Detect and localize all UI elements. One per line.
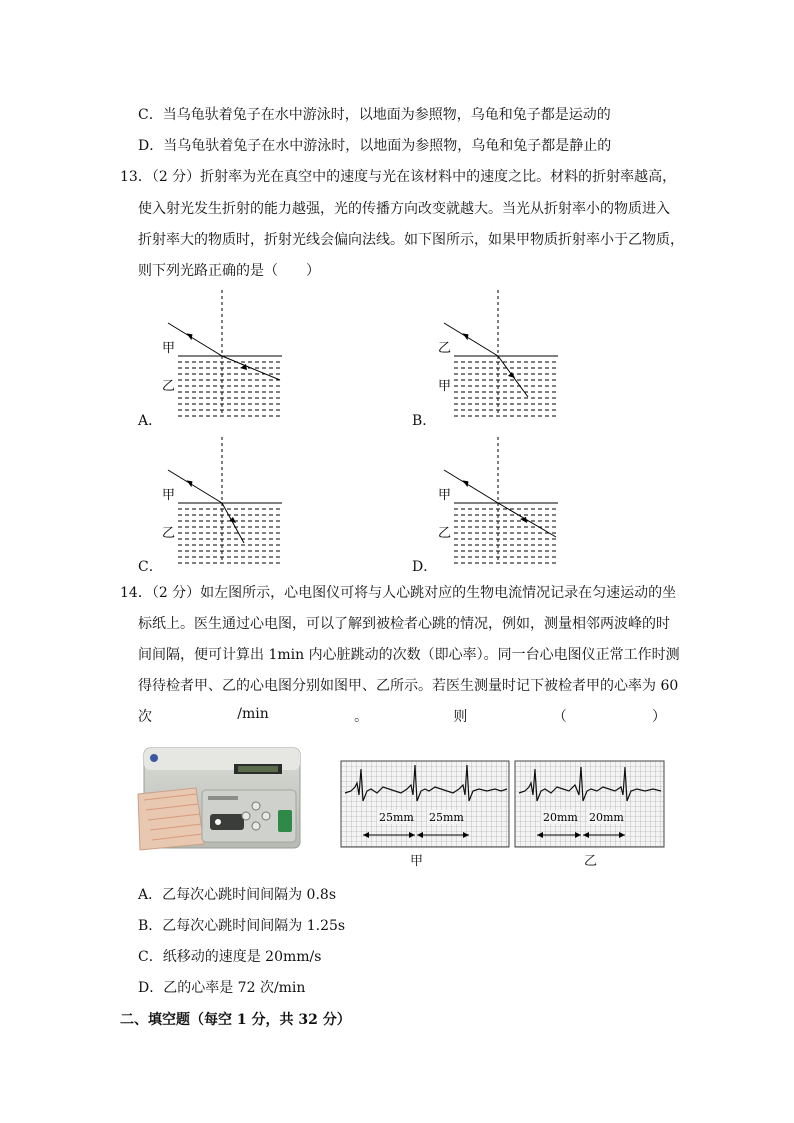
ecg-jia-caption: 甲: [410, 854, 424, 869]
q14-line5-part: 则: [453, 709, 468, 725]
q13-stem-line3: 折射率大的物质时，折射光线会偏向法线。如下图所示，如果甲物质折射率小于乙物质，: [138, 232, 684, 248]
ecg-chart-jia: [341, 761, 511, 847]
diagram-c: [160, 437, 290, 572]
diagram-d-top-label: 甲: [438, 488, 452, 503]
q14-line5-part: 次: [138, 709, 152, 725]
ecg-yi-interval-1: 20mm: [543, 811, 578, 824]
diagram-c-top-label: 甲: [162, 488, 176, 503]
diagram-d-letter: D．: [412, 559, 438, 575]
q14-line5-part: 。: [354, 709, 369, 725]
diagram-a-letter: A．: [138, 413, 163, 429]
q14-stem-line2: 标纸上。医生通过心电图，可以了解到被检者心跳的情况，例如，测量相邻两波峰的时: [138, 616, 670, 632]
diagram-b-bottom-label: 甲: [438, 379, 452, 394]
ecg-yi-caption: 乙: [584, 854, 598, 869]
q14-stem-line5: [138, 706, 666, 726]
q14-stem-line4: 得待检者甲、乙的心电图分别如图甲、乙所示。若医生测量时记下被检者甲的心率为 60: [138, 678, 679, 694]
q14-line5-part: （: [552, 709, 567, 725]
ecg-machine-image: [138, 744, 304, 856]
ecg-jia-interval-2: 25mm: [429, 811, 464, 824]
q14-stem-line1: 14．（2 分）如左图所示，心电图仪可将与人心跳对应的生物电流情况记录在匀速运动的坐: [120, 585, 677, 601]
q13-stem-line2: 使入射光发生折射的能力越强，光的传播方向改变就越大。当光从折射率小的物质进入: [138, 201, 670, 217]
q14-option-c: C．纸移动的速度是 20mm/s: [138, 949, 322, 965]
q14-line5-part: ）: [651, 709, 666, 725]
ecg-chart-yi: [515, 761, 665, 847]
diagram-b: [436, 290, 566, 425]
q14-stem-line3: 间间隔，便可计算出 1min 内心脏跳动的次数（即心率）。同一台心电图仪正常工作时测: [138, 647, 680, 663]
q14-option-d: D．乙的心率是 72 次/min: [138, 980, 306, 996]
q14-line5-part: /min: [237, 706, 269, 722]
diagram-a-top-label: 甲: [162, 341, 176, 356]
q13-stem-line1: 13．（2 分）折射率为光在真空中的速度与光在该材料中的速度之比。材料的折射率越高，: [120, 169, 677, 185]
diagram-a: [160, 290, 290, 425]
q12-option-c: C．当乌龟驮着兔子在水中游泳时，以地面为参照物，乌龟和兔子都是运动的: [138, 107, 611, 123]
diagram-d-bottom-label: 乙: [438, 526, 452, 541]
q14-option-b: B．乙每次心跳时间间隔为 1.25s: [138, 918, 346, 934]
diagram-a-bottom-label: 乙: [162, 379, 176, 394]
ecg-jia-interval-1: 25mm: [379, 811, 414, 824]
diagram-b-top-label: 乙: [438, 341, 452, 356]
section-2-heading: 二、填空题（每空 1 分，共 32 分）: [120, 1012, 351, 1028]
diagram-c-letter: C．: [138, 559, 163, 575]
diagram-c-bottom-label: 乙: [162, 526, 176, 541]
q12-option-d: D．当乌龟驮着兔子在水中游泳时，以地面为参照物，乌龟和兔子都是静止的: [138, 138, 612, 154]
q14-option-a: A．乙每次心跳时间间隔为 0.8s: [138, 887, 337, 903]
ecg-yi-interval-2: 20mm: [589, 811, 624, 824]
q13-stem-line4: 则下列光路正确的是（ ）: [138, 263, 320, 279]
diagram-d: [436, 437, 566, 572]
diagram-b-letter: B．: [412, 413, 437, 429]
